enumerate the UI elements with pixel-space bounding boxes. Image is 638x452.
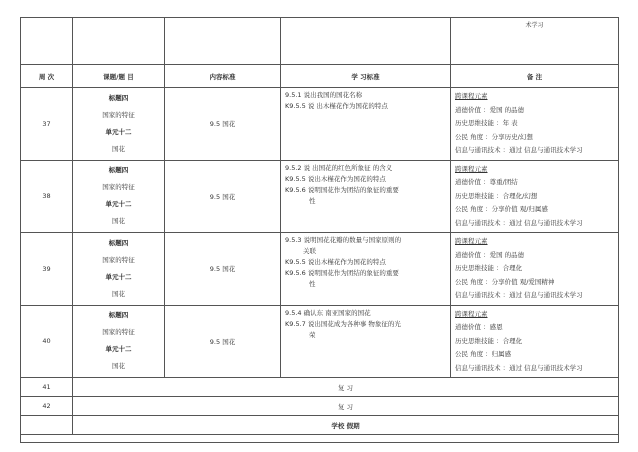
topic-subtitle: 国家的特征 (102, 328, 135, 337)
topic-name: 国花 (112, 144, 125, 153)
remark-cell (451, 160, 619, 233)
blank-cell (73, 18, 165, 65)
header-week: 周 次 (21, 65, 73, 88)
learning-line: 9.5.3 说明国花花瓣的数量与国家原则的 (285, 236, 402, 244)
remark-cell (451, 233, 619, 306)
header-content-std: 内容标准 (165, 65, 281, 88)
content-std-cell: 9.5 国花 (165, 233, 281, 306)
top-blank-row (21, 18, 619, 65)
topic-name: 国花 (112, 289, 125, 298)
content-std-cell: 9.5 国花 (165, 88, 281, 161)
learning-std-cell (281, 305, 451, 378)
learning-line: K9.5.6 说明国花作为团结的象征的重要 (285, 185, 399, 194)
topic-cell (73, 233, 165, 306)
remark-line: 公民 角度 ：分享历史/幻想 (455, 132, 533, 141)
table-row (21, 397, 619, 416)
remark-line: 道德价值 ：爱国 的品德 (455, 250, 525, 259)
remark-line: 道德价值 ：尊重/团结 (455, 178, 518, 186)
blank-cell (21, 18, 73, 65)
remark-heading: 跨课程元素 (455, 237, 488, 245)
topic-subtitle: 国家的特征 (102, 183, 135, 192)
review-cell: 复 习 (73, 378, 619, 397)
header-topic: 课题/题 目 (73, 65, 165, 88)
unit-label: 单元十二 (105, 345, 132, 354)
week-cell: 37 (21, 88, 73, 161)
remark-line: 历史思维技能 ：合理化 (455, 264, 523, 272)
unit-label: 单元十二 (105, 127, 132, 136)
topic-cell (73, 305, 165, 378)
remark-line: 信息与通讯技术 ：通过 信息与通讯技术学习 (455, 146, 583, 154)
topic-subtitle: 国家的特征 (102, 110, 135, 119)
topic-name: 国花 (112, 217, 125, 226)
blank-cell (281, 18, 451, 65)
topic-name: 国花 (112, 362, 125, 371)
topic-title: 标题四 (108, 166, 129, 175)
remark-line: 公民 角度 ：归属感 (455, 350, 512, 358)
learning-line: 关联 (303, 247, 316, 255)
learning-line: 9.5.2 说 出国花的红色所象征 的含义 (285, 163, 393, 172)
remark-heading: 跨课程元素 (455, 92, 488, 100)
week-cell: 39 (21, 233, 73, 306)
remark-heading: 跨课程元素 (455, 309, 488, 318)
header-remark: 备 注 (451, 65, 619, 88)
table-row (21, 305, 619, 378)
header-learning-std: 学 习标准 (281, 65, 451, 88)
topic-title: 标题四 (108, 311, 129, 320)
topic-cell (73, 88, 165, 161)
blank-cell (21, 435, 619, 443)
remark-line: 历史思维技能 ：合理化/幻想 (455, 191, 538, 200)
learning-line: 荣 (309, 330, 316, 339)
topic-title: 标题四 (108, 93, 129, 102)
remark-line: 历史思维技能 ：年 表 (455, 119, 518, 127)
table-row (21, 233, 619, 306)
remark-line: 历史思维技能 ：合理化 (455, 336, 523, 345)
table-row (21, 378, 619, 397)
table-row (21, 160, 619, 233)
remark-line: 公民 角度 ：分享价值 观/归属感 (455, 205, 548, 213)
remark-cell (451, 305, 619, 378)
remark-line: 信息与通讯技术 ：通过 信息与通讯技术学习 (455, 363, 583, 372)
header-row (21, 65, 619, 88)
week-cell: 42 (21, 397, 73, 416)
holiday-cell: 学校 假期 (73, 416, 619, 435)
remark-cell (451, 88, 619, 161)
topic-title: 标题四 (108, 238, 129, 247)
week-cell: 41 (21, 378, 73, 397)
bottom-strip (21, 435, 619, 443)
learning-std-cell (281, 88, 451, 161)
remark-line: 道德价值 ：感恩 (455, 323, 503, 331)
learning-line: 9.5.4 确认东 南亚国家的国花 (285, 308, 371, 317)
topic-subtitle: 国家的特征 (102, 255, 135, 264)
remark-line: 信息与通讯技术 ：通过 信息与通讯技术学习 (455, 218, 583, 227)
schedule-table (20, 17, 619, 443)
review-cell: 复 习 (73, 397, 619, 416)
learning-line: K9.5.6 说明国花作为团结的象征的重要 (285, 269, 399, 277)
week-cell: 38 (21, 160, 73, 233)
unit-label: 单元十二 (105, 200, 132, 209)
top-note: 术学习 (451, 18, 619, 65)
topic-cell (73, 160, 165, 233)
table-row (21, 88, 619, 161)
remark-line: 道德价值 ：爱国 的品德 (455, 105, 525, 114)
content-std-cell: 9.5 国花 (165, 305, 281, 378)
learning-line: 9.5.1 说出我国的国花名称 (285, 91, 363, 99)
learning-std-cell (281, 160, 451, 233)
learning-line: K9.5.5 说出木槿花作为国花的特点 (285, 174, 386, 183)
remark-heading: 跨课程元素 (455, 164, 488, 173)
remark-line: 信息与通讯技术 ：通过 信息与通讯技术学习 (455, 291, 583, 299)
learning-line: K9.5.7 说出国花成为各种事 物象征的光 (285, 319, 401, 328)
learning-line: 性 (309, 280, 316, 288)
unit-label: 单元十二 (105, 272, 132, 281)
blank-cell (165, 18, 281, 65)
learning-std-cell (281, 233, 451, 306)
learning-line: K9.5.5 说出木槿花作为国花的特点 (285, 258, 386, 266)
remark-line: 公民 角度 ：分享价值 观/爱国精神 (455, 277, 555, 286)
week-cell: 40 (21, 305, 73, 378)
blank-cell (21, 416, 73, 435)
table-row (21, 416, 619, 435)
content-std-cell: 9.5 国花 (165, 160, 281, 233)
learning-line: 性 (309, 196, 316, 205)
learning-line: K9.5.5 说 出木槿花作为国花的特点 (285, 102, 388, 110)
